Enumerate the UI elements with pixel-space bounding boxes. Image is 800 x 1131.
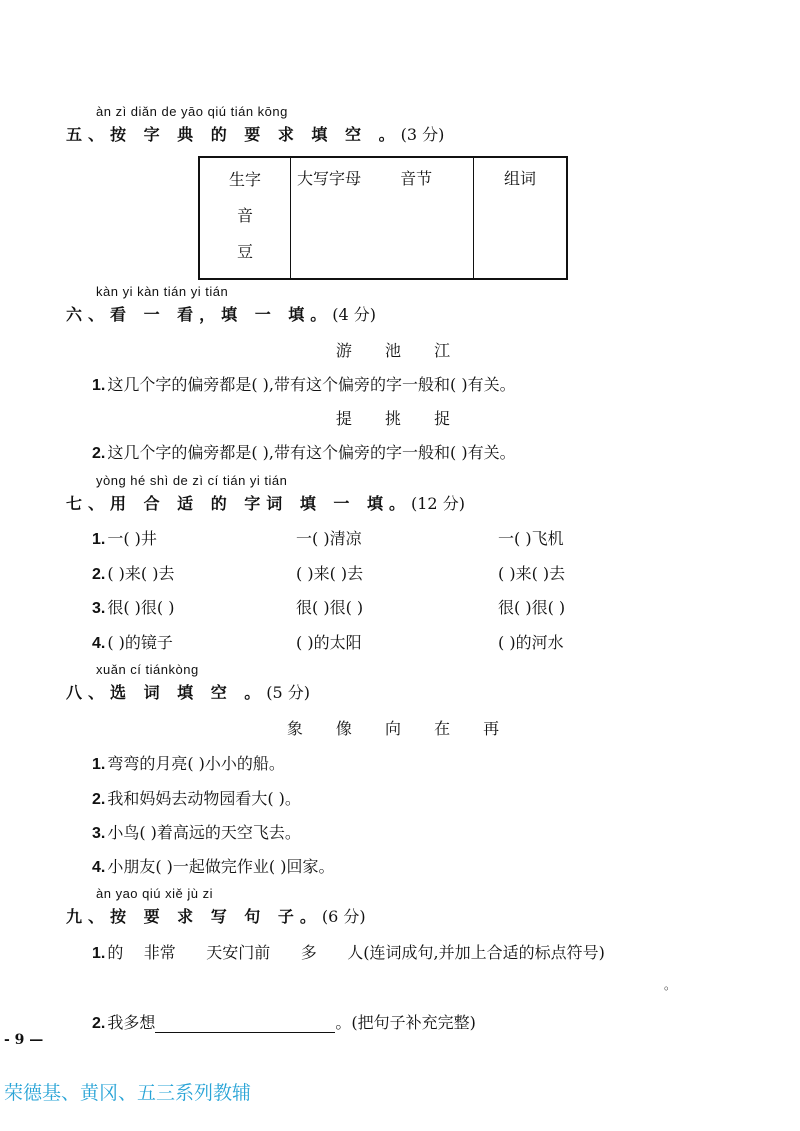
table-col-letter-syllable (291, 157, 474, 279)
s8-q1-text: 弯弯的月亮( )小小的船。 (107, 754, 285, 773)
table-col-char (199, 157, 291, 279)
s9-q1-period: 。 (664, 978, 677, 992)
s8-q4: 4. 小朋友( )一起做完作业( )回家。 (92, 857, 335, 876)
s7-r1-c3: 一( )飞机 (498, 529, 564, 548)
s7-score: (12 分) (411, 494, 465, 513)
page-number: - 9 — (4, 1032, 44, 1048)
s7-row-1: 1. 一( )井 (92, 529, 157, 548)
table-header-words: 组词 (503, 169, 536, 188)
s6-score: (4 分) (332, 305, 377, 324)
s9-q2: 2. 我多想 。(把句子补充完整) (92, 1013, 476, 1032)
s9-title (66, 904, 366, 927)
table-char-1: 音 (236, 206, 253, 225)
s6-chars-1: 游 池 江 (335, 341, 465, 360)
s6-q1-text: 这几个字的偏旁都是( ),带有这个偏旁的字一般和( )有关。 (107, 375, 516, 394)
s9-title-text: 九、按 要 求 写 句 子。 (66, 907, 322, 926)
s7-row-3: 3. 很( )很( ) (92, 598, 175, 617)
s7-r4-c1: ( )的镜子 (107, 633, 173, 652)
s8-q2-text: 我和妈妈去动物园看大( )。 (107, 789, 301, 808)
s8-q2: 2. 我和妈妈去动物园看大( )。 (92, 789, 301, 808)
s5-pinyin: àn zì diǎn de yāo qiú tián kōng (96, 104, 288, 119)
s6-title (66, 302, 376, 325)
s7-pinyin: yòng hé shì de zì cí tián yi tián (96, 473, 288, 488)
s7-r2-c1: ( )来( )去 (107, 564, 175, 583)
s9-score: (6 分) (321, 907, 366, 926)
s7-row-2: 2. ( )来( )去 (92, 564, 175, 583)
s8-score: (5 分) (266, 683, 311, 702)
footer-brand: 荣德基、黄冈、五三系列教辅 (4, 1082, 252, 1104)
s5-score: (3 分) (400, 125, 445, 144)
s6-q2-num: 2. (92, 445, 106, 462)
s7-r3-c1: 很( )很( ) (107, 598, 175, 617)
s9-pinyin: àn yao qiú xiě jù zi (96, 886, 213, 901)
s7-r3-c3: 很( )很( ) (498, 598, 566, 617)
table-header-syllable: 音节 (400, 169, 433, 188)
table-col-words (474, 157, 568, 279)
s7-r2-c2: ( )来( )去 (296, 564, 364, 583)
s7-r3-c2: 很( )很( ) (296, 598, 364, 617)
s9-q2-blank[interactable] (155, 1016, 335, 1033)
table-header-char: 生字 (228, 170, 261, 189)
s6-chars-2: 提 挑 捉 (335, 409, 465, 428)
s8-q1: 1. 弯弯的月亮( )小小的船。 (92, 754, 285, 773)
s6-q1-num: 1. (92, 377, 106, 394)
s7-r2-c3: ( )来( )去 (498, 564, 566, 583)
s6-title-text: 六、看 一 看，填 一 填。 (66, 305, 333, 324)
s7-title (66, 491, 465, 514)
s7-r4-c3: ( )的河水 (498, 633, 564, 652)
s9-q2-suffix: 。(把句子补充完整) (335, 1013, 476, 1032)
table-header-capital: 大写字母 (297, 169, 362, 188)
s9-q1-hint: (连词成句,并加上合适的标点符号) (363, 943, 605, 962)
s8-title (66, 680, 310, 703)
table-char-2: 豆 (236, 242, 253, 261)
s5-title-text: 五、按 字 典 的 要 求 填 空 。 (66, 125, 401, 144)
s8-q4-text: 小朋友( )一起做完作业( )回家。 (107, 857, 335, 876)
s6-pinyin: kàn yi kàn tián yi tián (96, 284, 229, 299)
s8-q3: 3. 小鸟( )着高远的天空飞去。 (92, 823, 301, 842)
s7-r1-c2: 一( )清凉 (296, 529, 362, 548)
s6-q1 (92, 372, 516, 395)
s8-title-text: 八、选 词 填 空 。 (66, 683, 267, 702)
s6-q2 (92, 440, 516, 463)
s9-q1: 1. 的 非常 天安门前 多 人(连词成句,并加上合适的标点符号) (92, 943, 605, 962)
s8-word-choices: 象 像 向 在 再 (286, 719, 514, 738)
s7-title-text: 七、用 合 适 的 字词 填 一 填。 (66, 494, 411, 513)
s5-title (66, 122, 444, 145)
s7-row-4: 4. ( )的镜子 (92, 633, 173, 652)
s8-pinyin: xuǎn cí tiánkòng (96, 662, 199, 677)
s6-q2-text: 这几个字的偏旁都是( ),带有这个偏旁的字一般和( )有关。 (107, 443, 516, 462)
s9-q1-words: 的 非常 天安门前 多 人 (107, 943, 364, 962)
s8-q3-text: 小鸟( )着高远的天空飞去。 (107, 823, 301, 842)
s7-r1-c1: 一( )井 (107, 529, 157, 548)
s9-q2-prefix: 我多想 (107, 1013, 156, 1032)
dictionary-table (198, 156, 568, 280)
s7-r4-c2: ( )的太阳 (296, 633, 362, 652)
